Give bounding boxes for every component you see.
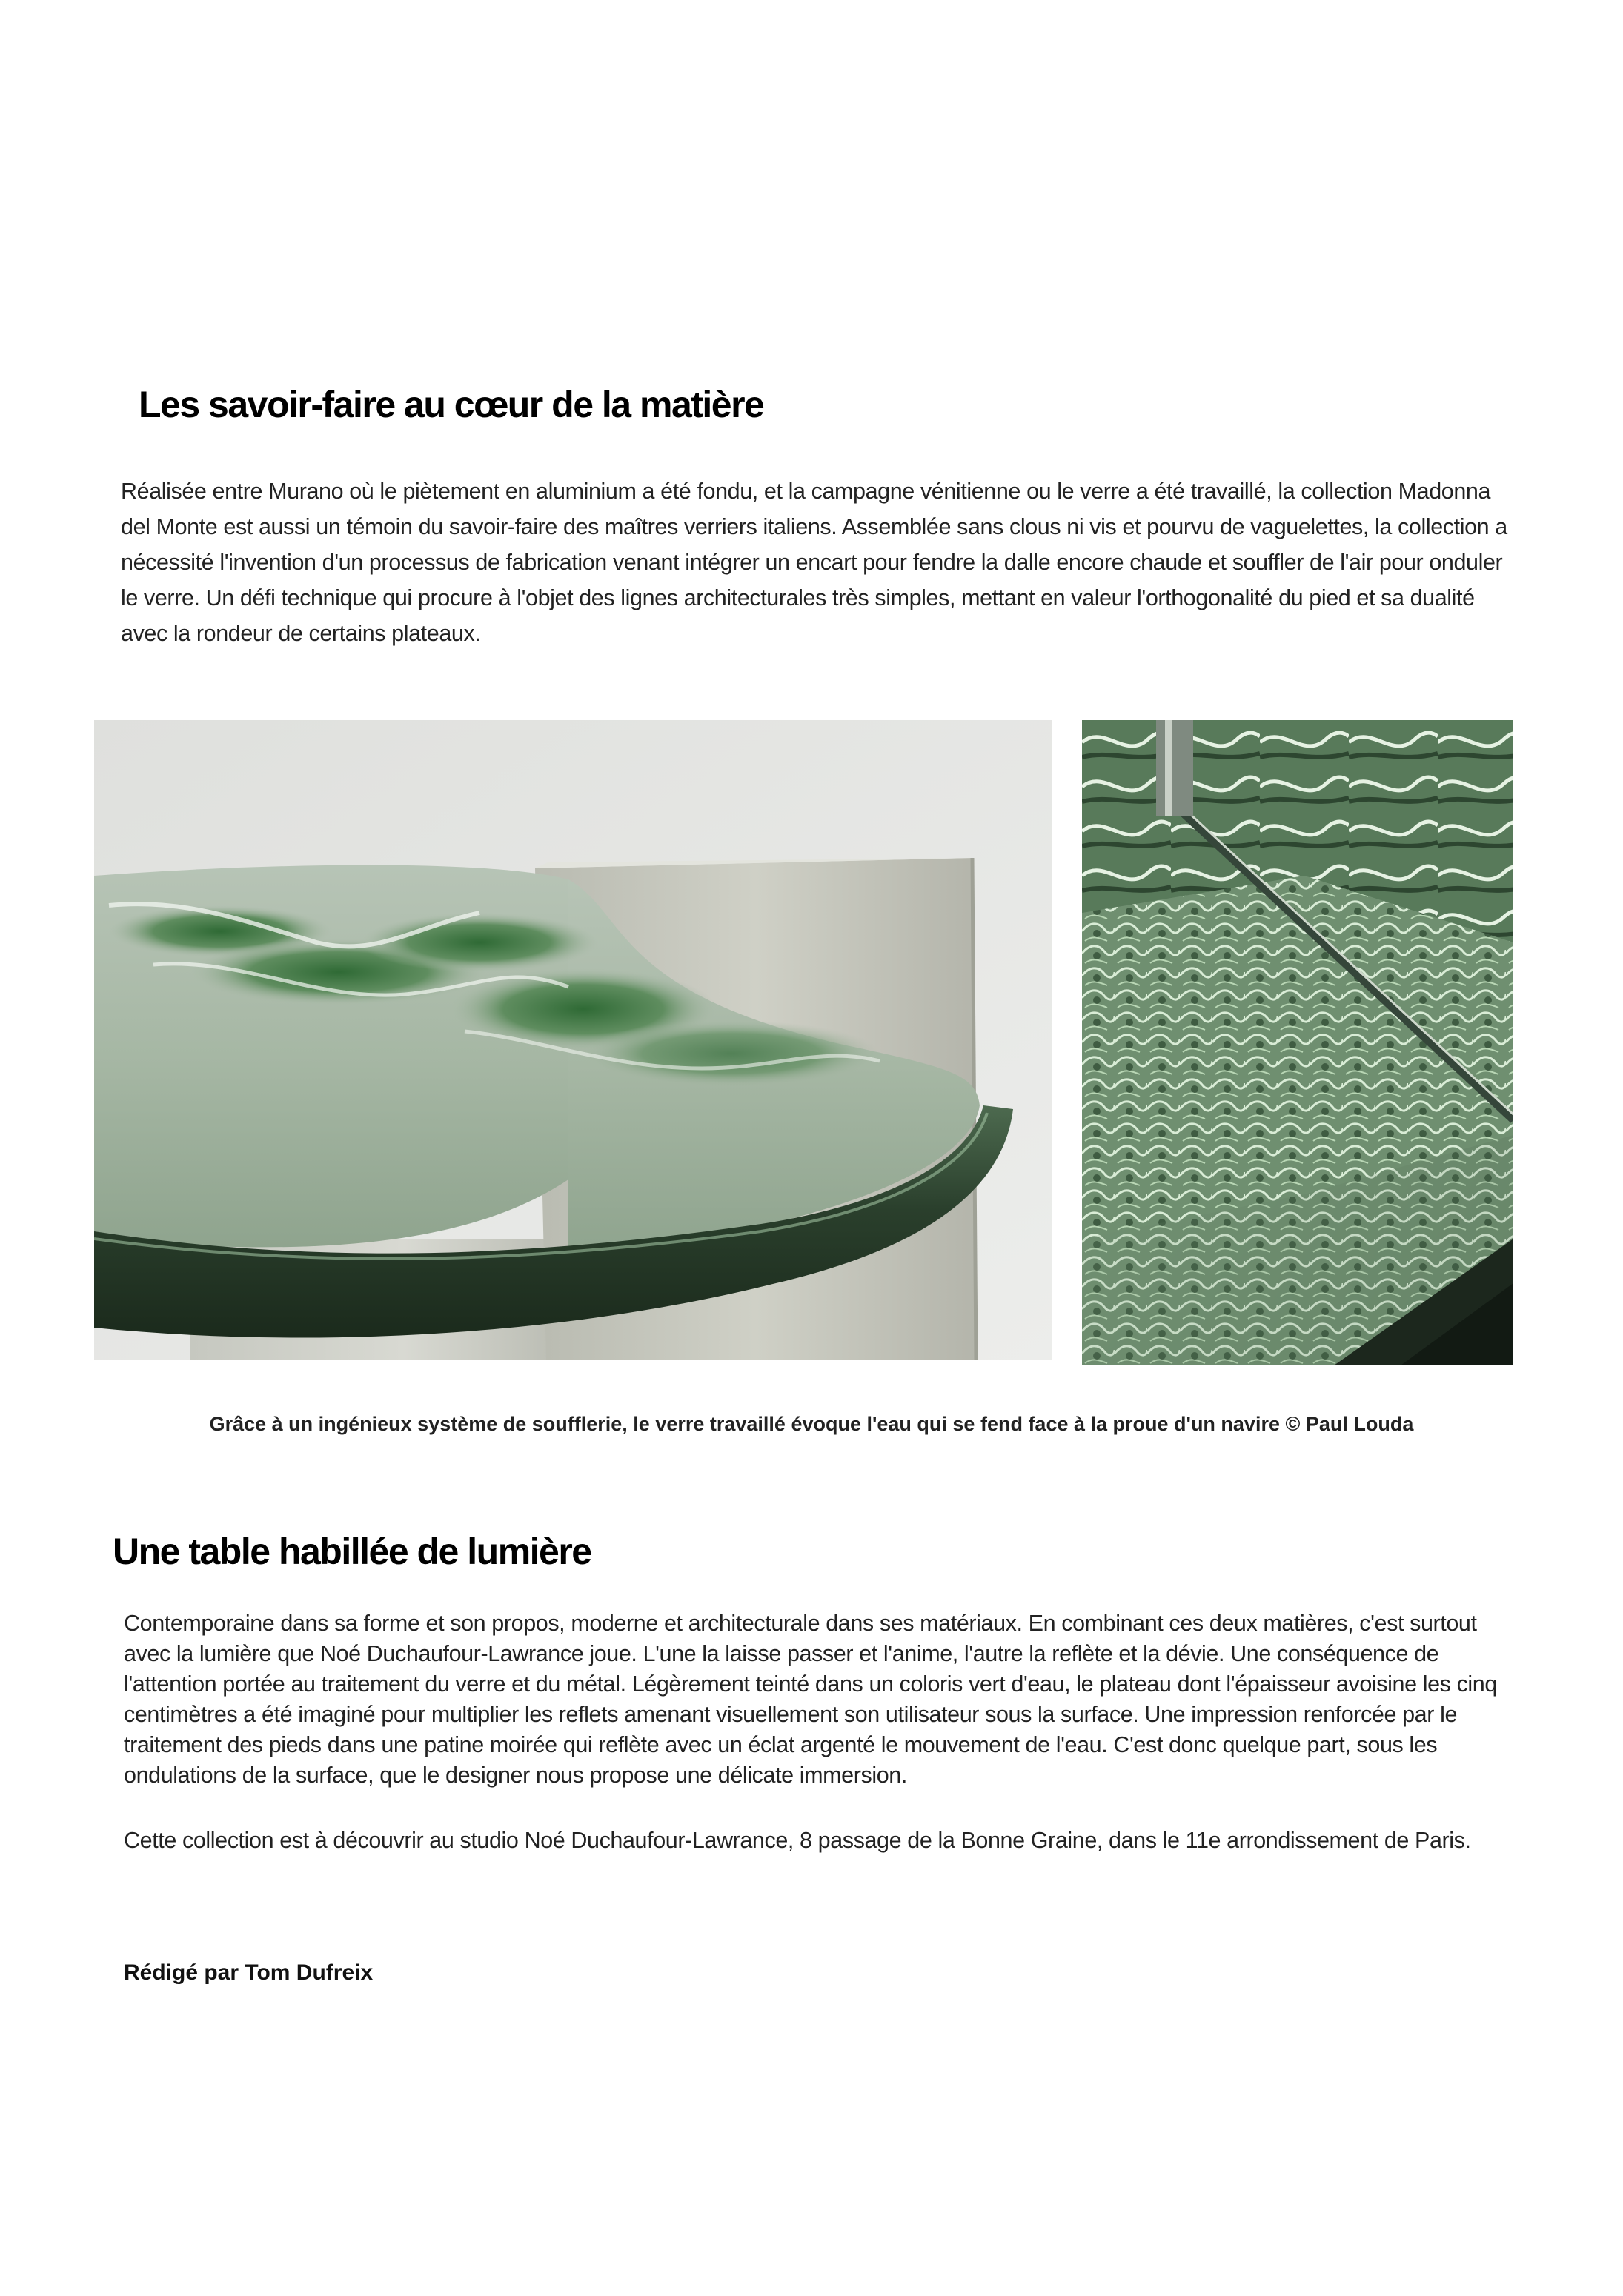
body-paragraph-lumiere: Contemporaine dans sa forme et son propos, moderne et architecturale dans ses matériaux. En combinant ces deux matières, c'est surtout avec la lumière que Noé Duchaufour-Lawrance joue. L'une la laisse passer et l'anime, l'autre la reflète et la dévie. Une conséquence de l'attention portée au traitement du verre et du métal. Légèrement teinté dans un coloris vert d'eau, le plateau dont l'épaisseur avoisine les cinq centimètres a été imaginé pour multiplier les reflets amenant visuellement son utilisateur sous la surface. Une impression renforcée par le traitement des pieds dans une patine moirée qui reflète avec un éclat argenté le mouvement de l'eau. C'est donc quelque part, sous les ondulations de la surface, que le designer nous propose une délicate immersion.: [124, 1611, 1497, 1788]
section-heading-savoir-faire: Les savoir-faire au cœur de la matière: [139, 384, 764, 425]
rippled-glass-photo: [1082, 720, 1513, 1365]
body-paragraph-address: Cette collection est à découvrir au studio Noé Duchaufour-Lawrance, 8 passage de la Bonne Graine, dans le 11e arrondissement de Paris.: [124, 1828, 1471, 1853]
section-heading-lumiere: Une table habillée de lumière: [113, 1531, 591, 1572]
photo-caption: Grâce à un ingénieux système de soufflerie, le verre travaillé évoque l'eau qui se fend face à la proue d'un navire © Paul Louda: [209, 1413, 1414, 1435]
body-paragraph-savoir-faire: Réalisée entre Murano où le piètement en aluminium a été fondu, et la campagne vénitienne ou le verre a été travaillé, la collection Madonna del Monte est aussi un témoin du savoir-faire des maîtres verriers italiens. Assemblée sans clous ni vis et pourvu de vaguelettes, la collection a nécessité l'invention d'un processus de fabrication venant intégrer un encart pour fendre la dalle encore chaude et souffler de l'air pour onduler le verre. Un défi technique qui procure à l'objet des lignes architecturales très simples, mettant en valeur l'orthogonalité du pied et sa dualité avec la rondeur de certains plateaux.: [121, 479, 1507, 646]
author-byline: Rédigé par Tom Dufreix: [124, 1960, 374, 1985]
table-closeup-photo: [94, 720, 1052, 1360]
